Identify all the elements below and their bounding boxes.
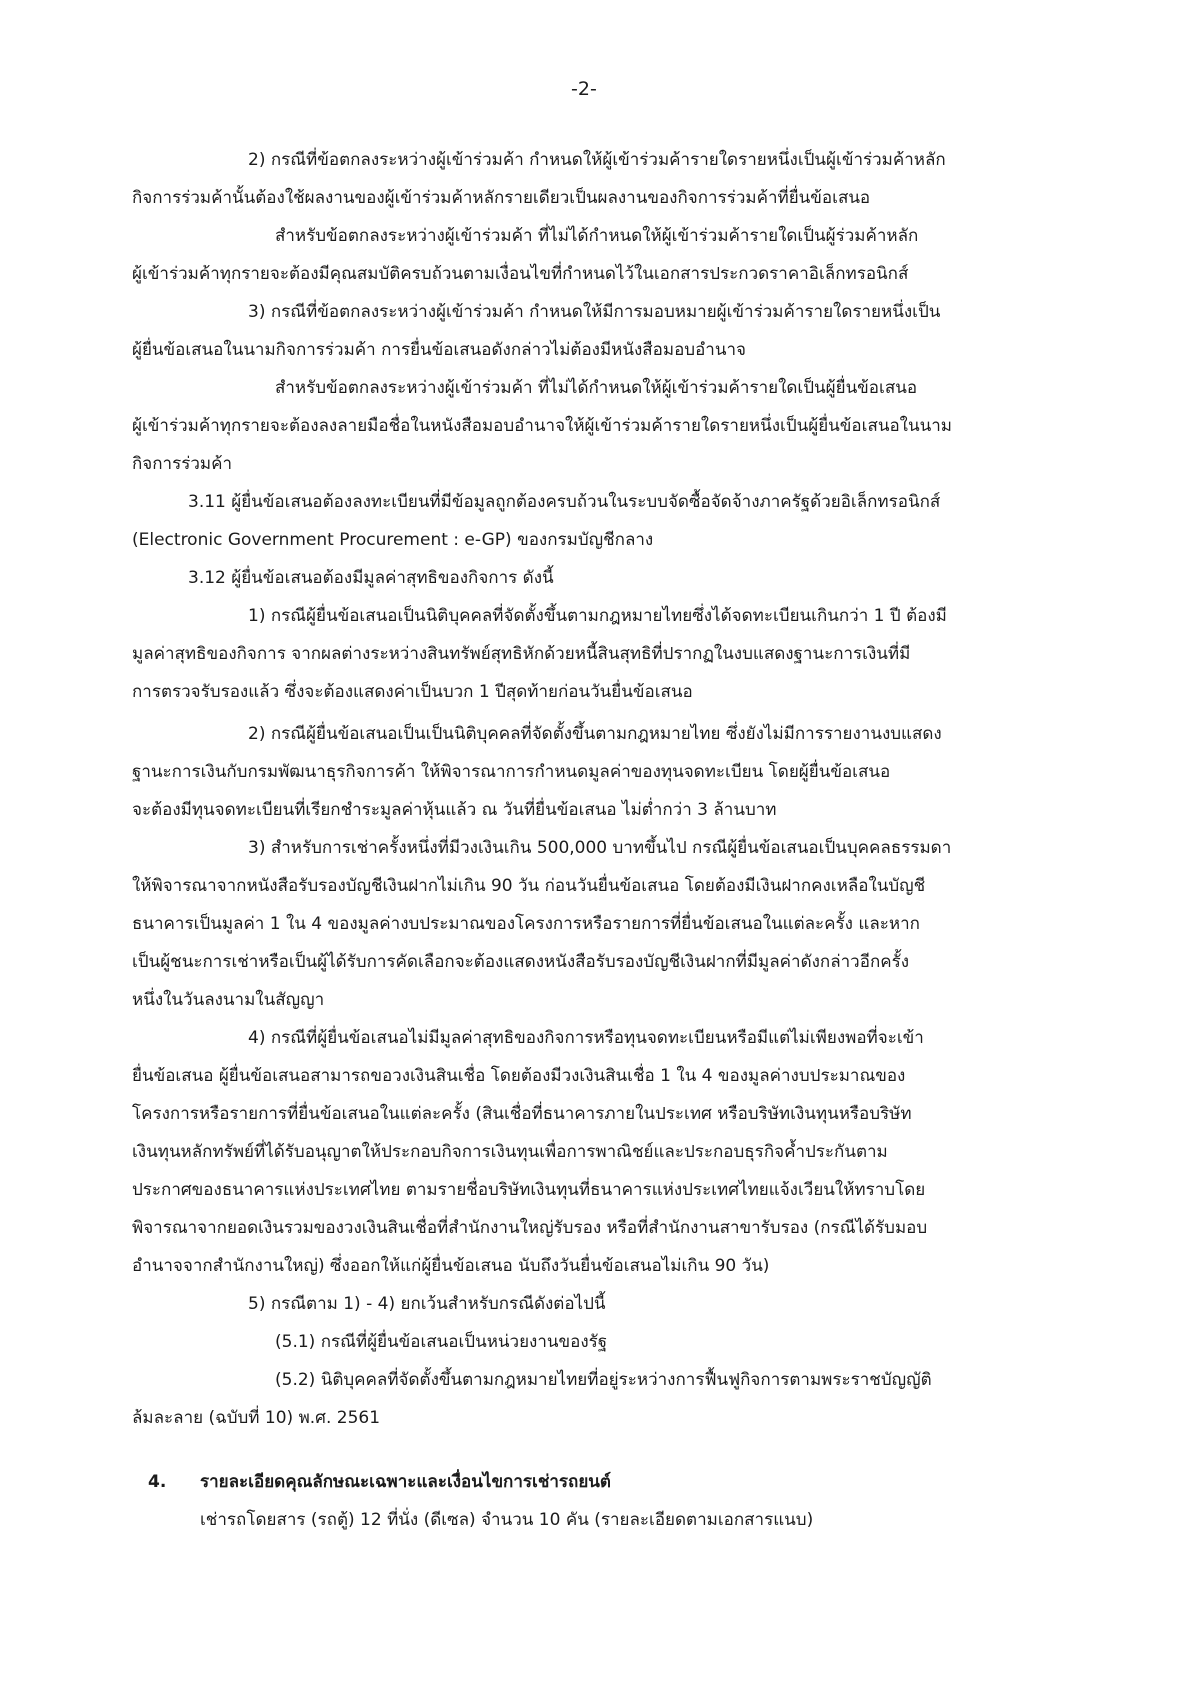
section-4-number: 4. (148, 1472, 167, 1492)
page-number: -2- (571, 78, 597, 100)
text-line: จะต้องมีทุนจดทะเบียนที่เรียกชำระมูลค่าหุ้นแล้ว ณ วันที่ยื่นข้อเสนอ ไม่ต่ำกว่า 3 ล้านบาท (132, 800, 777, 820)
text-line: ฐานะการเงินกับกรมพัฒนาธุรกิจการค้า ให้พิจารณาการกำหนดมูลค่าของทุนจดทะเบียน โดยผู้ยื่นข้อเสนอ (132, 762, 891, 782)
text-line: 3) สำหรับการเช่าครั้งหนึ่งที่มีวงเงินเกิน 500,000 บาทขึ้นไป กรณีผู้ยื่นข้อเสนอเป็นบุคคลธรรมดา (248, 838, 952, 858)
text-line: 5) กรณีตาม 1) - 4) ยกเว้นสำหรับกรณีดังต่อไปนี้ (248, 1294, 606, 1314)
text-line: 1) กรณีผู้ยื่นข้อเสนอเป็นนิติบุคคลที่จัดตั้งขึ้นตามกฎหมายไทยซึ่งได้จดทะเบียนเกินกว่า 1 ปี ต้องมี (248, 606, 947, 626)
text-line: สำหรับข้อตกลงระหว่างผู้เข้าร่วมค้า ที่ไม่ได้กำหนดให้ผู้เข้าร่วมค้ารายใดเป็นผู้ร่วมค้าหลัก (275, 226, 919, 246)
text-line: กิจการร่วมค้า (132, 454, 233, 474)
text-line: เป็นผู้ชนะการเช่าหรือเป็นผู้ได้รับการคัดเลือกจะต้องแสดงหนังสือรับรองบัญชีเงินฝากที่มีมูลค่าดังกล่าวอีกครั้ง (132, 952, 910, 972)
text-line: ล้มละลาย (ฉบับที่ 10) พ.ศ. 2561 (132, 1408, 381, 1428)
text-line: มูลค่าสุทธิของกิจการ จากผลต่างระหว่างสินทรัพย์สุทธิหักด้วยหนี้สินสุทธิที่ปรากฏในงบแสดงฐานะการเงินที่มี (132, 644, 911, 664)
text-line: อำนาจจากสำนักงานใหญ่) ซึ่งออกให้แก่ผู้ยื่นข้อเสนอ นับถึงวันยื่นข้อเสนอไม่เกิน 90 วัน) (132, 1256, 770, 1276)
text-line: 2) กรณีผู้ยื่นข้อเสนอเป็นเป็นนิติบุคคลที่จัดตั้งขึ้นตามกฎหมายไทย ซึ่งยังไม่มีการรายงานงบแสดง (248, 724, 942, 744)
clause-3-11: 3.11 ผู้ยื่นข้อเสนอต้องลงทะเบียนที่มีข้อมูลถูกต้องครบถ้วนในระบบจัดซื้อจัดจ้างภาครัฐด้วยอิเล็กทรอนิกส์ (188, 492, 941, 512)
text-line: เงินทุนหลักทรัพย์ที่ได้รับอนุญาตให้ประกอบกิจการเงินทุนเพื่อการพาณิชย์และประกอบธุรกิจค้ำประกันตาม (132, 1142, 888, 1162)
text-line: 3) กรณีที่ข้อตกลงระหว่างผู้เข้าร่วมค้า กำหนดให้มีการมอบหมายผู้เข้าร่วมค้ารายใดรายหนึ่งเป็น (248, 302, 941, 322)
text-line: กิจการร่วมค้านั้นต้องใช้ผลงานของผู้เข้าร่วมค้าหลักรายเดียวเป็นผลงานของกิจการร่วมค้าที่ยื่นข้อเสนอ (132, 188, 871, 208)
text-line: ยื่นข้อเสนอ ผู้ยื่นข้อเสนอสามารถขอวงเงินสินเชื่อ โดยต้องมีวงเงินสินเชื่อ 1 ใน 4 ของมูลค่างบประมาณของ (132, 1066, 906, 1086)
text-line: ผู้ยื่นข้อเสนอในนามกิจการร่วมค้า การยื่นข้อเสนอดังกล่าวไม่ต้องมีหนังสือมอบอำนาจ (132, 340, 746, 360)
clause-3-12: 3.12 ผู้ยื่นข้อเสนอต้องมีมูลค่าสุทธิของกิจการ ดังนี้ (188, 568, 554, 588)
text-line: 4) กรณีที่ผู้ยื่นข้อเสนอไม่มีมูลค่าสุทธิของกิจการหรือทุนจดทะเบียนหรือมีแต่ไม่เพียงพอที่จะเข้า (248, 1028, 924, 1048)
text-line: ผู้เข้าร่วมค้าทุกรายจะต้องลงลายมือชื่อในหนังสือมอบอำนาจให้ผู้เข้าร่วมค้ารายใดรายหนึ่งเป็นผู้ยื่นข้อเสนอในนาม (132, 416, 952, 436)
text-line: การตรวจรับรองแล้ว ซึ่งจะต้องแสดงค่าเป็นบวก 1 ปีสุดท้ายก่อนวันยื่นข้อเสนอ (132, 682, 693, 702)
text-line: สำหรับข้อตกลงระหว่างผู้เข้าร่วมค้า ที่ไม่ได้กำหนดให้ผู้เข้าร่วมค้ารายใดเป็นผู้ยื่นข้อเสนอ (275, 378, 918, 398)
text-line: 2) กรณีที่ข้อตกลงระหว่างผู้เข้าร่วมค้า กำหนดให้ผู้เข้าร่วมค้ารายใดรายหนึ่งเป็นผู้เข้าร่วมค้าหลัก (248, 150, 946, 170)
text-line: หนึ่งในวันลงนามในสัญญา (132, 990, 325, 1010)
text-line: พิจารณาจากยอดเงินรวมของวงเงินสินเชื่อที่สำนักงานใหญ่รับรอง หรือที่สำนักงานสาขารับรอง (กรณีได้รับมอบ (132, 1218, 928, 1238)
text-line: โครงการหรือรายการที่ยื่นข้อเสนอในแต่ละครั้ง (สินเชื่อที่ธนาคารภายในประเทศ หรือบริษัทเงินทุนหรือบริษัท (132, 1104, 912, 1124)
text-line: ธนาคารเป็นมูลค่า 1 ใน 4 ของมูลค่างบประมาณของโครงการหรือรายการที่ยื่นข้อเสนอในแต่ละครั้ง และหาก (132, 914, 920, 934)
text-line: ผู้เข้าร่วมค้าทุกรายจะต้องมีคุณสมบัติครบถ้วนตามเงื่อนไขที่กำหนดไว้ในเอกสารประกวดราคาอิเล็กทรอนิกส์ (132, 264, 909, 284)
text-line: (5.1) กรณีที่ผู้ยื่นข้อเสนอเป็นหน่วยงานของรัฐ (275, 1332, 608, 1352)
text-line: ประกาศของธนาคารแห่งประเทศไทย ตามรายชื่อบริษัทเงินทุนที่ธนาคารแห่งประเทศไทยแจ้งเวียนให้ทราบโดย (132, 1180, 926, 1200)
section-4-body: เช่ารถโดยสาร (รถตู้) 12 ที่นั่ง (ดีเซล) จำนวน 10 คัน (รายละเอียดตามเอกสารแนบ) (200, 1510, 814, 1530)
section-4-title: รายละเอียดคุณลักษณะเฉพาะและเงื่อนไขการเช่ารถยนต์ (200, 1472, 611, 1492)
text-line: ให้พิจารณาจากหนังสือรับรองบัญชีเงินฝากไม่เกิน 90 วัน ก่อนวันยื่นข้อเสนอ โดยต้องมีเงินฝากคงเหลือในบัญชี (132, 876, 926, 896)
text-line: (5.2) นิติบุคคลที่จัดตั้งขึ้นตามกฎหมายไทยที่อยู่ระหว่างการฟื้นฟูกิจการตามพระราชบัญญัติ (275, 1370, 932, 1390)
text-line: (Electronic Government Procurement : e-GP) ของกรมบัญชีกลาง (132, 530, 654, 550)
